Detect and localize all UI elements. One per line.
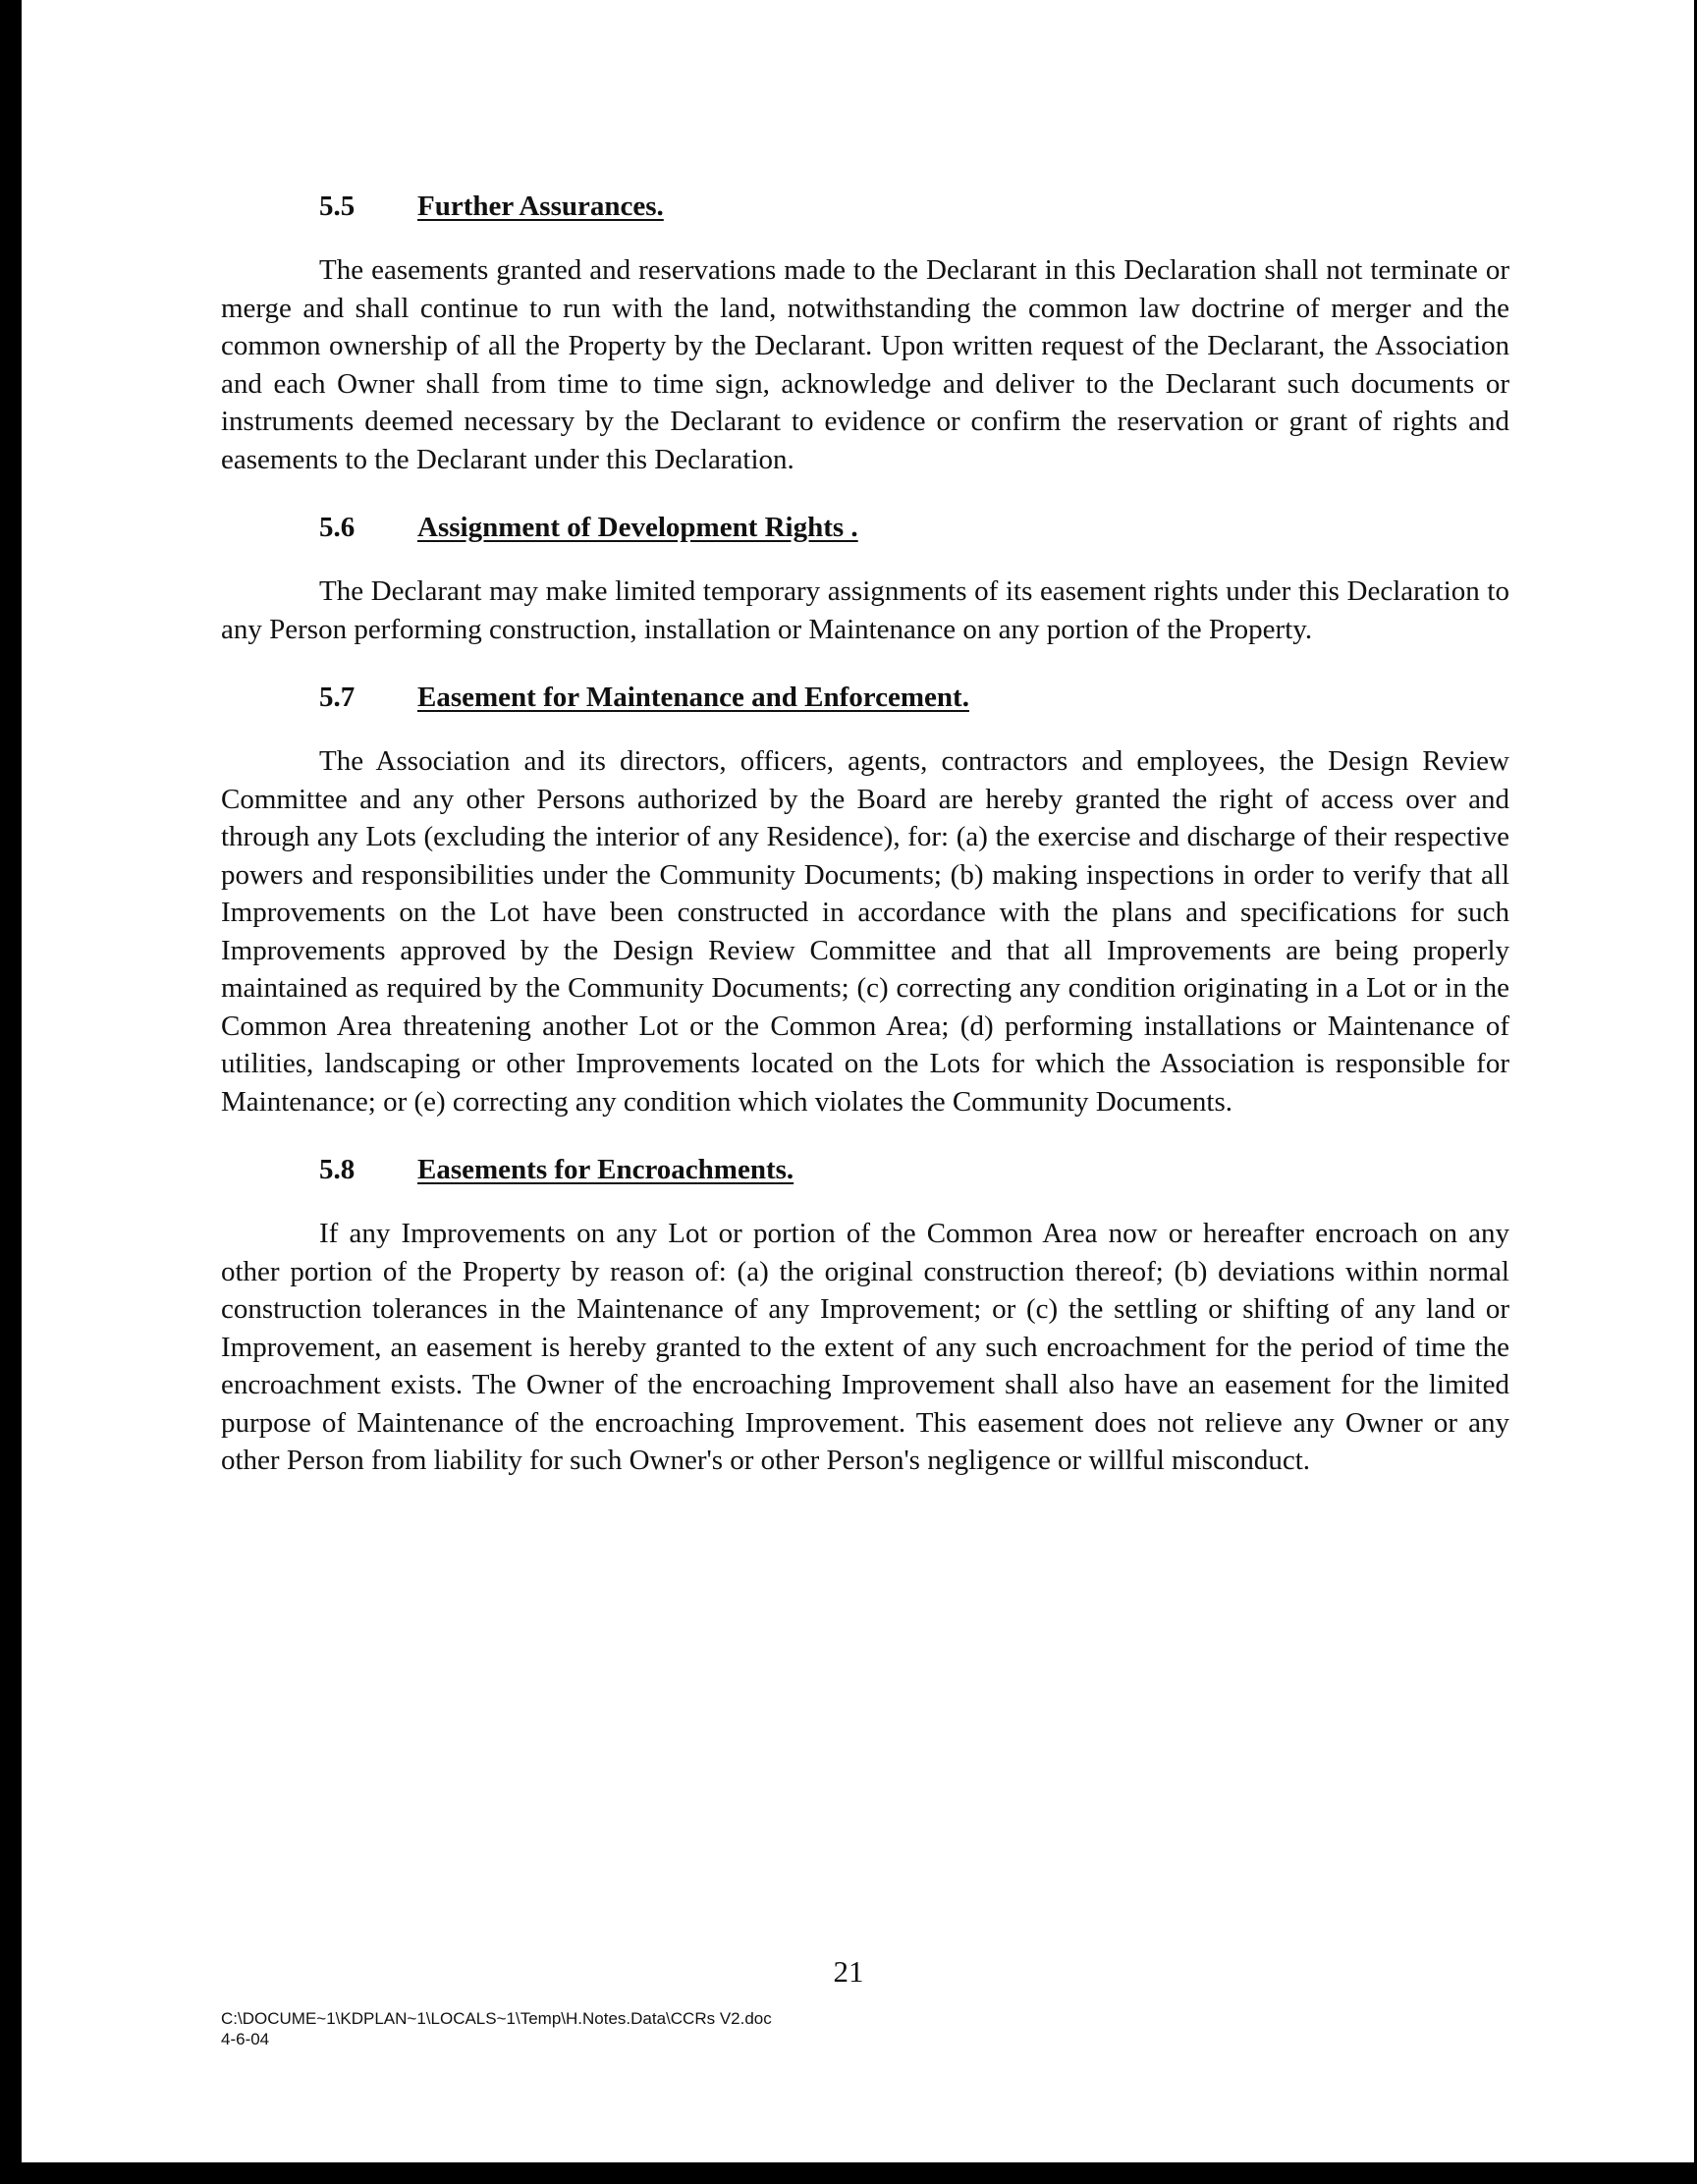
section-number: 5.6 xyxy=(319,512,356,543)
section-heading-5-5 xyxy=(221,187,1509,226)
section-heading-5-8 xyxy=(221,1150,1509,1189)
page-number: 21 xyxy=(833,1954,864,1989)
document-date: 4-6-04 xyxy=(221,2030,270,2048)
document-body xyxy=(221,187,1509,1509)
scan-bottom-border xyxy=(0,2162,1697,2184)
section-number: 5.7 xyxy=(319,682,356,713)
section-heading-5-6 xyxy=(221,508,1509,547)
section-title: Easements for Encroachments. xyxy=(417,1154,794,1185)
section-body-5-8: If any Improvements on any Lot or portion of the Common Area now or hereafter encroach on any other portion of the Property by reason of: (a) the original construction thereof; (b) deviations within normal construction tolerances in the Maintenance of any Improvement; or (c) the settling or shifting of any land or Improvement, an easement is hereby granted to the extent of any such encroachment for the period of time the encroachment exists. The Owner of the encroaching Improvement shall also have an easement for the limited purpose of Maintenance of the encroaching Improvement. This easement does not relieve any Owner or any other Person from liability for such Owner's or other Person's negligence or willful misconduct. xyxy=(221,1218,1509,1476)
section-body-5-5: The easements granted and reservations made to the Declarant in this Declaration shall not terminate or merge and shall continue to run with the land, notwithstanding the common law doctrine of merger and the common ownership of all the Property by the Declarant. Upon written request of the Declarant, the Association and each Owner shall from time to time sign, acknowledge and deliver to the Declarant such documents or instruments deemed necessary by the Declarant to evidence or confirm the reservation or grant of rights and easements to the Declarant under this Declaration. xyxy=(221,254,1509,475)
scan-left-border xyxy=(0,0,22,2184)
section-body-5-6: The Declarant may make limited temporary assignments of its easement rights under this Declaration to any Person performing construction, installation or Maintenance on any portion of the Property. xyxy=(221,575,1509,645)
file-path: C:\DOCUME~1\KDPLAN~1\LOCALS~1\Temp\H.Notes.Data\CCRs V2.doc xyxy=(221,2009,772,2028)
section-number: 5.8 xyxy=(319,1154,356,1185)
section-number: 5.5 xyxy=(319,191,356,222)
section-heading-5-7 xyxy=(221,678,1509,717)
section-title: Further Assurances. xyxy=(417,191,664,222)
section-body-5-7: The Association and its directors, officers, agents, contractors and employees, the Design Review Committee and any other Persons authorized by the Board are hereby granted the right of access over and through any Lots (excluding the interior of any Residence), for: (a) the exercise and discharge of their respective powers and responsibilities under the Community Documents; (b) making inspections in order to verify that all Improvements on the Lot have been constructed in accordance with the plans and specifications for such Improvements approved by the Design Review Committee and that all Improvements are being properly maintained as required by the Community Documents; (c) correcting any condition originating in a Lot or in the Common Area threatening another Lot or the Common Area; (d) performing installations or Maintenance of utilities, landscaping or other Improvements located on the Lots for which the Association is responsible for Maintenance; or (e) correcting any condition which violates the Community Documents. xyxy=(221,745,1509,1118)
document-footer xyxy=(221,2008,772,2049)
section-title: Easement for Maintenance and Enforcement. xyxy=(417,682,969,713)
section-title: Assignment of Development Rights . xyxy=(417,512,858,543)
